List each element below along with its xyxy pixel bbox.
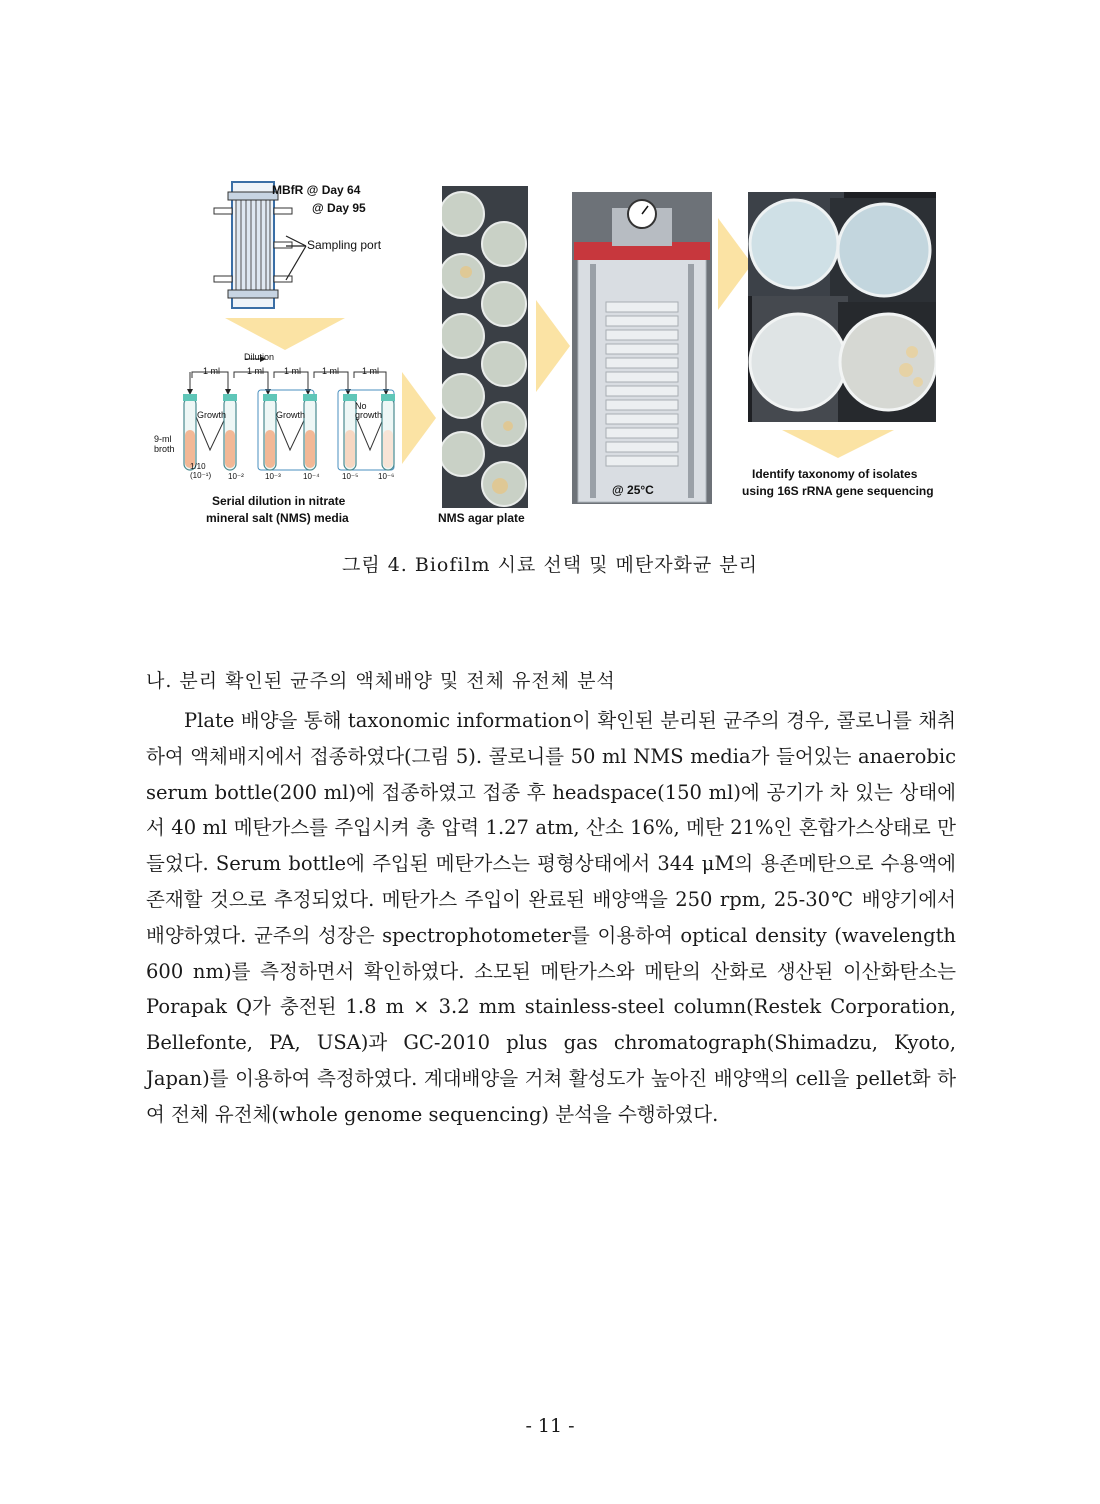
no-growth-label: No growth	[355, 401, 383, 420]
dilution-caption-1: Serial dilution in nitrate	[212, 494, 346, 508]
page-number: - 11 -	[525, 1415, 575, 1437]
transfer-label: 1 ml	[247, 366, 265, 376]
sampling-port-arrows	[282, 232, 308, 292]
factor-label: 10⁻²	[228, 472, 244, 481]
dilution-label: Dilution	[244, 352, 275, 362]
transfer-label: 1 ml	[203, 366, 221, 376]
isolate-plates-photo	[748, 192, 936, 422]
transfer-label: 1 ml	[362, 366, 380, 376]
figure-caption: 그림 4. Biofilm 시료 선택 및 메탄자화균 분리	[341, 554, 759, 576]
growth-label: Growth	[197, 410, 227, 420]
factor-label: 10⁻⁵	[342, 472, 359, 481]
section-heading: 나. 분리 확인된 균주의 액체배양 및 전체 유전체 분석	[146, 670, 616, 692]
isolates-caption-1: Identify taxonomy of isolates	[752, 467, 918, 481]
isolates-caption-2: using 16S rRNA gene sequencing	[742, 484, 934, 498]
factor-label: 10⁻³	[265, 472, 281, 481]
incubator-temp-label: @ 25°C	[612, 483, 654, 497]
broth-label: 9-ml broth	[154, 434, 175, 454]
reactor-title-1: MBfR @ Day 64	[272, 183, 361, 197]
factor-label: 10⁻⁶	[378, 472, 395, 481]
growth-label: Growth	[276, 410, 306, 420]
down-arrow-icon	[782, 430, 894, 458]
transfer-label: 1 ml	[284, 366, 302, 376]
right-arrow-icon	[536, 300, 570, 392]
transfer-label: 1 ml	[322, 366, 340, 376]
factor-label: 10⁻⁴	[303, 472, 320, 481]
reactor-title-2: @ Day 95	[312, 201, 366, 215]
down-arrow-icon	[225, 318, 345, 350]
agar-plates-photo	[442, 186, 528, 508]
dilution-caption-2: mineral salt (NMS) media	[206, 511, 349, 525]
right-arrow-icon	[718, 218, 752, 310]
plates-label: NMS agar plate	[438, 511, 525, 525]
body-paragraph-block	[146, 703, 956, 1133]
sampling-port-label: Sampling port	[307, 238, 382, 252]
body-paragraph: Plate 배양을 통해 taxonomic information이 확인된 분리된 균주의 경우, 콜로니를 채취하여 액체배지에서 접종하였다(그림 5). 콜로니를 50 ml NMS media가 들어있는 anaerobic serum bottle(200 ml)에 접종하였고 접종 후 headspace(150 ml)에 공기가 차 있는 상태에서 40 ml 메탄가스를 주입시켜 총 압력 1.27 atm, 산소 16%, 메탄 21%인 혼합가스상태로 만들었다. Serum bottle에 주입된 메탄가스는 평형상태에서 344 μM의 용존메탄으로 수용액에 존재할 것으로 추정되었다. 메탄가스 주입이 완료된 배양액을 250 rpm, 25-30℃ 배양기에서 배양하였다. 균주의 성장은 spectrophotometer를 이용하여 optical density (wavelength 600 nm)를 측정하면서 확인하였다. 소모된 메탄가스와 메탄의 산화로 생산된 이산화탄소는 Porapak Q가 충전된 1.8 m × 3.2 mm stainless-steel column(Restek Corporation, Bellefonte, PA, USA)과 GC-2010 plus gas chromatograph(Shimadzu, Kyoto, Japan)를 이용하여 측정하였다. 계대배양을 거쳐 활성도가 높아진 배양액의 cell을 pellet화 하여 전체 유전체(whole genome sequencing) 분석을 수행하였다.	[146, 709, 956, 1126]
right-arrow-icon	[402, 372, 436, 464]
factor-label: 1/10 (10⁻¹)	[190, 462, 212, 480]
incubation-jar-photo	[572, 192, 712, 504]
